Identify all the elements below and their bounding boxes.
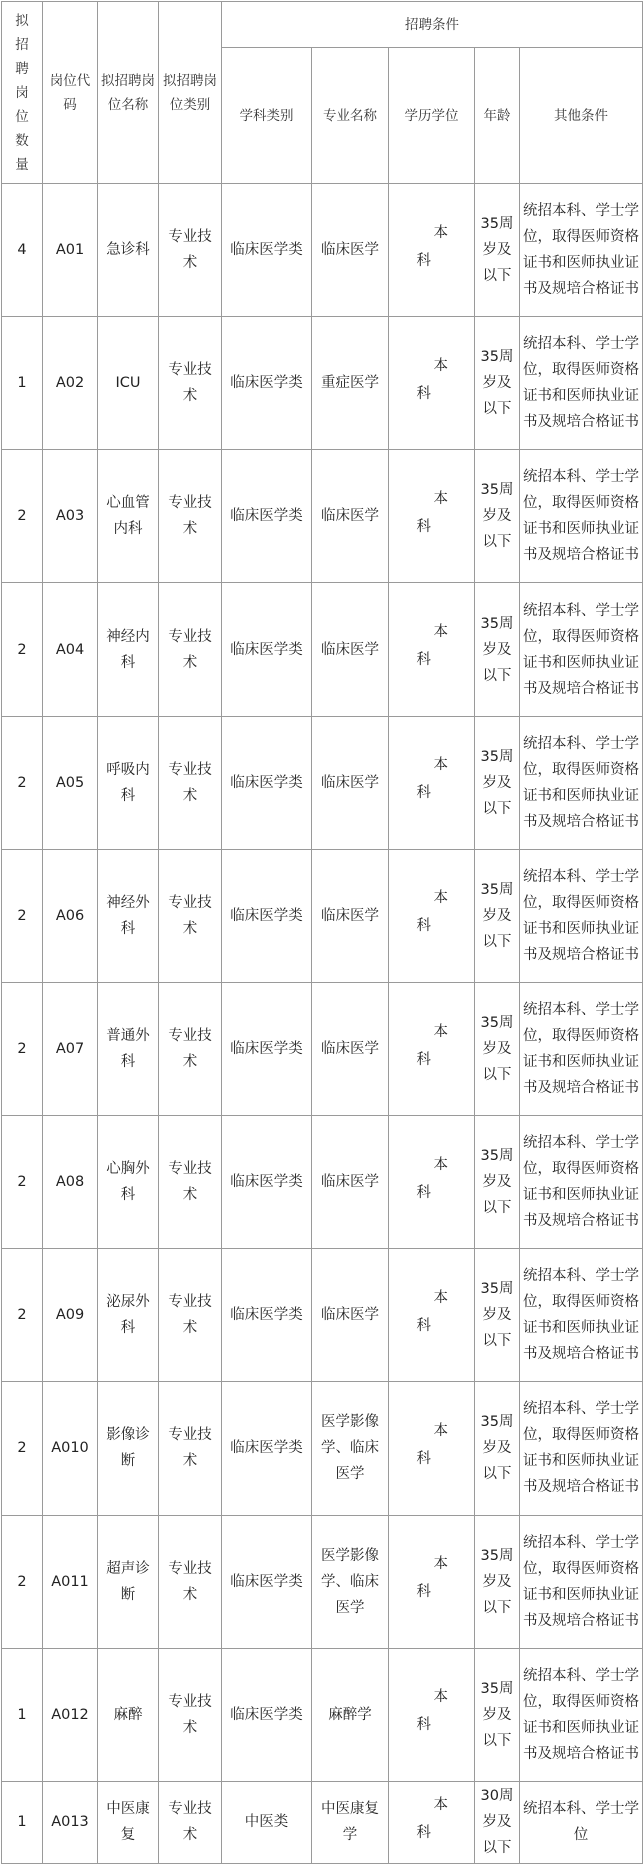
cell-count: 2 <box>2 1382 43 1515</box>
age-line: 35周 <box>480 881 514 898</box>
table-row <box>2 184 643 317</box>
cell-subject: 临床医学类 <box>222 849 312 982</box>
cell-subject: 临床医学类 <box>222 1515 312 1648</box>
degree-text <box>417 1017 447 1073</box>
degree-text <box>417 1790 447 1846</box>
cell-degree <box>389 1382 475 1515</box>
degree-char: 本 <box>433 1556 448 1573</box>
degree-char: 科 <box>416 252 431 269</box>
cell-position-category: 专业技术 <box>159 1382 222 1515</box>
age-line: 35周 <box>480 1281 514 1298</box>
cell-other-conditions: 统招本科、学士学位，取得医师资格证书和医师执业证书及规培合格证书 <box>520 317 643 450</box>
degree-char: 本 <box>433 890 448 907</box>
degree-char: 科 <box>416 1051 431 1068</box>
cell-other-conditions: 统招本科、学士学位 <box>520 1781 643 1863</box>
cell-other-conditions: 统招本科、学士学位，取得医师资格证书和医师执业证书及规培合格证书 <box>520 1116 643 1249</box>
degree-char: 科 <box>416 785 431 802</box>
degree-char: 科 <box>416 1450 431 1467</box>
degree-char: 本 <box>433 1422 448 1439</box>
cell-position-category: 专业技术 <box>159 184 222 317</box>
cell-code: A05 <box>43 716 98 849</box>
age-line: 岁及 <box>482 774 512 791</box>
cell-code: A01 <box>43 184 98 317</box>
age-line: 以下 <box>482 800 512 817</box>
cell-age <box>475 450 520 583</box>
recruitment-table <box>1 1 643 1864</box>
age-line: 35周 <box>480 615 514 632</box>
table-row <box>2 1382 643 1515</box>
cell-count: 2 <box>2 1116 43 1249</box>
header-position-category: 拟招聘岗位类别 <box>159 2 222 184</box>
degree-char: 科 <box>416 1184 431 1201</box>
cell-position-name: 心血管内科 <box>98 450 159 583</box>
cell-major: 中医康复学 <box>312 1781 389 1863</box>
degree-char: 科 <box>416 1317 431 1334</box>
age-line: 岁及 <box>482 1814 512 1831</box>
cell-subject: 临床医学类 <box>222 184 312 317</box>
header-age: 年龄 <box>475 48 520 184</box>
degree-char: 本 <box>433 490 448 507</box>
cell-position-category: 专业技术 <box>159 1648 222 1781</box>
cell-major: 临床医学 <box>312 982 389 1115</box>
cell-subject: 临床医学类 <box>222 1382 312 1515</box>
cell-position-name: 急诊科 <box>98 184 159 317</box>
table-row <box>2 583 643 716</box>
cell-age <box>475 1648 520 1781</box>
cell-code: A011 <box>43 1515 98 1648</box>
table-body <box>2 184 643 1864</box>
cell-code: A08 <box>43 1116 98 1249</box>
age-line: 岁及 <box>482 1706 512 1723</box>
age-line: 35周 <box>480 1414 514 1431</box>
cell-position-category: 专业技术 <box>159 982 222 1115</box>
cell-age <box>475 583 520 716</box>
cell-code: A07 <box>43 982 98 1115</box>
cell-count: 4 <box>2 184 43 317</box>
age-line: 以下 <box>482 401 512 418</box>
header-position-name: 拟招聘岗位名称 <box>98 2 159 184</box>
degree-text <box>417 1549 447 1605</box>
header-degree: 学历学位 <box>389 48 475 184</box>
cell-degree <box>389 1648 475 1781</box>
cell-other-conditions: 统招本科、学士学位，取得医师资格证书和医师执业证书及规培合格证书 <box>520 982 643 1115</box>
age-line: 以下 <box>482 1599 512 1616</box>
cell-other-conditions: 统招本科、学士学位，取得医师资格证书和医师执业证书及规培合格证书 <box>520 716 643 849</box>
cell-position-category: 专业技术 <box>159 1515 222 1648</box>
cell-count: 1 <box>2 317 43 450</box>
cell-age <box>475 1116 520 1249</box>
cell-position-name: 呼吸内科 <box>98 716 159 849</box>
cell-position-name: 中医康复 <box>98 1781 159 1863</box>
table-row <box>2 450 643 583</box>
degree-char: 科 <box>416 518 431 535</box>
table-row <box>2 1116 643 1249</box>
cell-other-conditions: 统招本科、学士学位，取得医师资格证书和医师执业证书及规培合格证书 <box>520 583 643 716</box>
table-header <box>2 2 643 184</box>
header-count-char: 量 <box>15 156 29 173</box>
cell-degree <box>389 1249 475 1382</box>
cell-degree <box>389 1781 475 1863</box>
cell-major: 医学影像学、临床医学 <box>312 1382 389 1515</box>
cell-code: A013 <box>43 1781 98 1863</box>
cell-count: 1 <box>2 1648 43 1781</box>
cell-major: 临床医学 <box>312 450 389 583</box>
cell-position-name: 心胸外科 <box>98 1116 159 1249</box>
degree-text <box>417 1416 447 1472</box>
age-line: 岁及 <box>482 1440 512 1457</box>
cell-other-conditions: 统招本科、学士学位，取得医师资格证书和医师执业证书及规培合格证书 <box>520 450 643 583</box>
degree-char: 本 <box>433 224 448 241</box>
age-line: 以下 <box>482 933 512 950</box>
cell-age <box>475 1515 520 1648</box>
cell-degree <box>389 1116 475 1249</box>
header-subject: 学科类别 <box>222 48 312 184</box>
header-count-char: 招 <box>15 36 29 53</box>
cell-age <box>475 184 520 317</box>
cell-subject: 临床医学类 <box>222 982 312 1115</box>
cell-degree <box>389 982 475 1115</box>
age-line: 以下 <box>482 1732 512 1749</box>
cell-age <box>475 849 520 982</box>
degree-text <box>417 617 447 673</box>
cell-other-conditions: 统招本科、学士学位，取得医师资格证书和医师执业证书及规培合格证书 <box>520 1382 643 1515</box>
degree-text <box>417 1150 447 1206</box>
cell-position-name: 超声诊断 <box>98 1515 159 1648</box>
table-row <box>2 982 643 1115</box>
cell-degree <box>389 849 475 982</box>
cell-count: 1 <box>2 1781 43 1863</box>
age-line: 35周 <box>480 1015 514 1032</box>
degree-char: 本 <box>433 1796 448 1813</box>
age-line: 以下 <box>482 1333 512 1350</box>
age-line: 岁及 <box>482 1573 512 1590</box>
age-line: 35周 <box>480 748 514 765</box>
table-row <box>2 716 643 849</box>
cell-major: 临床医学 <box>312 184 389 317</box>
cell-position-name: 麻醉 <box>98 1648 159 1781</box>
cell-other-conditions: 统招本科、学士学位，取得医师资格证书和医师执业证书及规培合格证书 <box>520 1648 643 1781</box>
degree-text <box>417 218 447 274</box>
cell-subject: 临床医学类 <box>222 1116 312 1249</box>
cell-code: A04 <box>43 583 98 716</box>
cell-code: A03 <box>43 450 98 583</box>
age-line: 岁及 <box>482 508 512 525</box>
age-line: 以下 <box>482 1840 512 1857</box>
degree-char: 科 <box>416 652 431 669</box>
table-row <box>2 849 643 982</box>
cell-degree <box>389 1515 475 1648</box>
header-count-char: 岗 <box>15 84 29 101</box>
age-line: 以下 <box>482 667 512 684</box>
cell-position-name: 神经外科 <box>98 849 159 982</box>
cell-position-category: 专业技术 <box>159 583 222 716</box>
cell-degree <box>389 317 475 450</box>
cell-major: 临床医学 <box>312 1116 389 1249</box>
degree-char: 科 <box>416 1584 431 1601</box>
cell-position-name: 普通外科 <box>98 982 159 1115</box>
cell-count: 2 <box>2 450 43 583</box>
cell-code: A010 <box>43 1382 98 1515</box>
cell-position-name: 影像诊断 <box>98 1382 159 1515</box>
degree-char: 本 <box>433 1156 448 1173</box>
degree-text <box>417 1283 447 1339</box>
table-row <box>2 1648 643 1781</box>
cell-position-category: 专业技术 <box>159 1781 222 1863</box>
cell-position-category: 专业技术 <box>159 450 222 583</box>
cell-code: A012 <box>43 1648 98 1781</box>
age-line: 岁及 <box>482 907 512 924</box>
age-line: 35周 <box>480 1148 514 1165</box>
table-row <box>2 1515 643 1648</box>
cell-age <box>475 1382 520 1515</box>
cell-subject: 临床医学类 <box>222 450 312 583</box>
cell-subject: 临床医学类 <box>222 317 312 450</box>
age-line: 岁及 <box>482 242 512 259</box>
age-line: 以下 <box>482 534 512 551</box>
age-line: 以下 <box>482 1067 512 1084</box>
cell-subject: 临床医学类 <box>222 1648 312 1781</box>
degree-char: 科 <box>416 1824 431 1841</box>
cell-age <box>475 1781 520 1863</box>
cell-degree <box>389 583 475 716</box>
degree-char: 科 <box>416 385 431 402</box>
degree-char: 科 <box>416 1717 431 1734</box>
cell-code: A06 <box>43 849 98 982</box>
cell-age <box>475 1249 520 1382</box>
cell-degree <box>389 184 475 317</box>
table-row <box>2 1781 643 1863</box>
age-line: 以下 <box>482 1200 512 1217</box>
header-other: 其他条件 <box>520 48 643 184</box>
cell-other-conditions: 统招本科、学士学位，取得医师资格证书和医师执业证书及规培合格证书 <box>520 1249 643 1382</box>
age-line: 35周 <box>480 1680 514 1697</box>
degree-text <box>417 883 447 939</box>
header-count-chars <box>5 9 39 177</box>
degree-char: 本 <box>433 357 448 374</box>
cell-subject: 中医类 <box>222 1781 312 1863</box>
cell-other-conditions: 统招本科、学士学位，取得医师资格证书和医师执业证书及规培合格证书 <box>520 849 643 982</box>
cell-count: 2 <box>2 1249 43 1382</box>
age-line: 以下 <box>482 1466 512 1483</box>
header-count-char: 数 <box>15 132 29 149</box>
age-line: 35周 <box>480 349 514 366</box>
header-count-char: 位 <box>15 108 29 125</box>
cell-count: 2 <box>2 982 43 1115</box>
cell-count: 2 <box>2 716 43 849</box>
cell-other-conditions: 统招本科、学士学位，取得医师资格证书和医师执业证书及规培合格证书 <box>520 1515 643 1648</box>
cell-other-conditions: 统招本科、学士学位，取得医师资格证书和医师执业证书及规培合格证书 <box>520 184 643 317</box>
cell-position-category: 专业技术 <box>159 1116 222 1249</box>
cell-major: 临床医学 <box>312 716 389 849</box>
age-line: 岁及 <box>482 1174 512 1191</box>
degree-char: 本 <box>433 624 448 641</box>
cell-code: A02 <box>43 317 98 450</box>
degree-text <box>417 351 447 407</box>
degree-char: 本 <box>433 1289 448 1306</box>
table-row <box>2 1249 643 1382</box>
cell-position-name: 泌尿外科 <box>98 1249 159 1382</box>
cell-age <box>475 982 520 1115</box>
cell-code: A09 <box>43 1249 98 1382</box>
cell-position-name: 神经内科 <box>98 583 159 716</box>
cell-major: 临床医学 <box>312 849 389 982</box>
cell-major: 临床医学 <box>312 583 389 716</box>
table-row <box>2 317 643 450</box>
cell-position-category: 专业技术 <box>159 317 222 450</box>
degree-char: 科 <box>416 918 431 935</box>
cell-degree <box>389 716 475 849</box>
cell-position-category: 专业技术 <box>159 716 222 849</box>
age-line: 35周 <box>480 1547 514 1564</box>
header-count-char: 拟 <box>15 12 29 29</box>
cell-subject: 临床医学类 <box>222 1249 312 1382</box>
cell-degree <box>389 450 475 583</box>
header-code: 岗位代码 <box>43 2 98 184</box>
age-line: 岁及 <box>482 375 512 392</box>
cell-age <box>475 317 520 450</box>
cell-major: 麻醉学 <box>312 1648 389 1781</box>
header-count-char: 聘 <box>15 60 29 77</box>
age-line: 35周 <box>480 216 514 233</box>
cell-age <box>475 716 520 849</box>
cell-major: 临床医学 <box>312 1249 389 1382</box>
age-line: 30周 <box>480 1788 514 1805</box>
degree-char: 本 <box>433 757 448 774</box>
cell-count: 2 <box>2 1515 43 1648</box>
header-count <box>2 2 43 184</box>
cell-subject: 临床医学类 <box>222 716 312 849</box>
cell-count: 2 <box>2 583 43 716</box>
age-line: 岁及 <box>482 641 512 658</box>
header-major: 专业名称 <box>312 48 389 184</box>
cell-position-category: 专业技术 <box>159 849 222 982</box>
age-line: 岁及 <box>482 1307 512 1324</box>
degree-char: 本 <box>433 1023 448 1040</box>
age-line: 岁及 <box>482 1041 512 1058</box>
cell-position-category: 专业技术 <box>159 1249 222 1382</box>
degree-text <box>417 750 447 806</box>
cell-subject: 临床医学类 <box>222 583 312 716</box>
cell-position-name: ICU <box>98 317 159 450</box>
degree-char: 本 <box>433 1689 448 1706</box>
degree-text <box>417 484 447 540</box>
cell-count: 2 <box>2 849 43 982</box>
age-line: 35周 <box>480 482 514 499</box>
header-conditions: 招聘条件 <box>222 2 643 48</box>
degree-text <box>417 1682 447 1738</box>
cell-major: 医学影像学、临床医学 <box>312 1515 389 1648</box>
age-line: 以下 <box>482 268 512 285</box>
cell-major: 重症医学 <box>312 317 389 450</box>
